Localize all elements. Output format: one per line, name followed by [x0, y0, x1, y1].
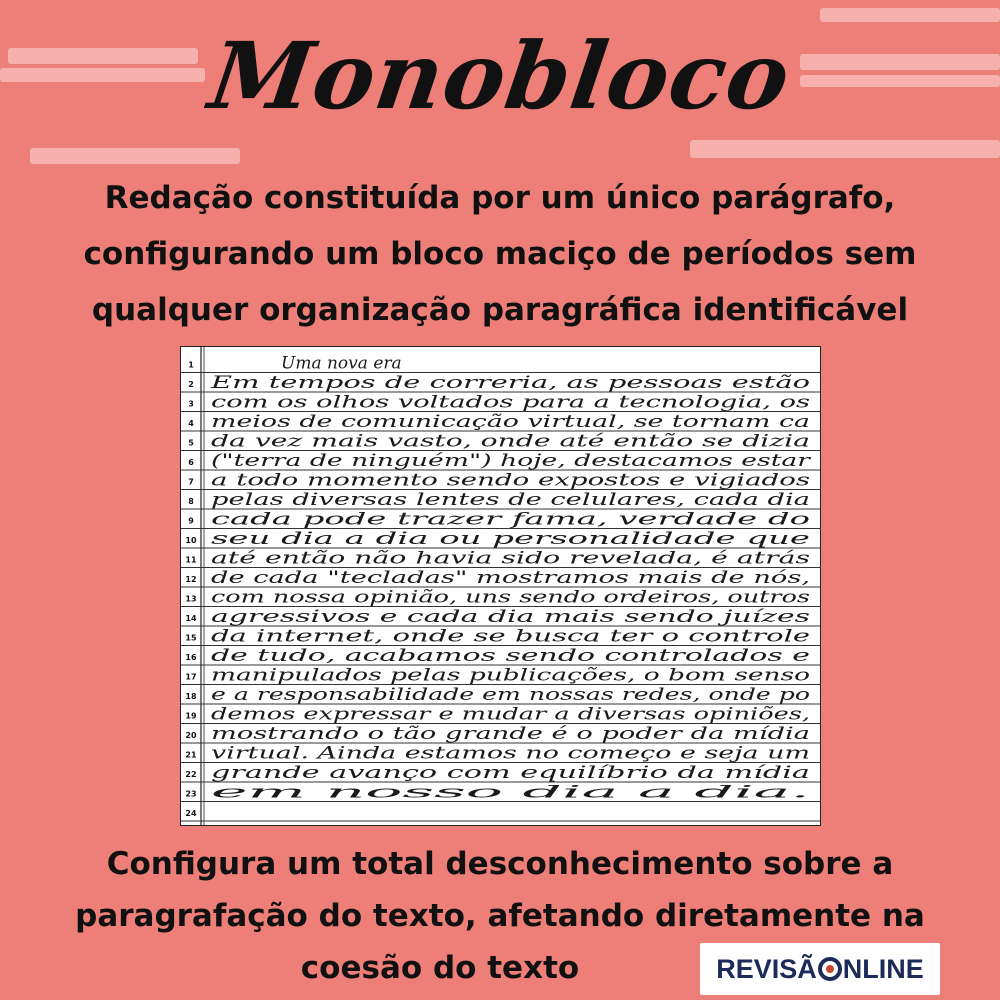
line-number: 2: [188, 380, 194, 389]
handwritten-line: até então não havia sido revelada, é atrás: [211, 548, 811, 569]
handwritten-line: grande avanço com equilíbrio da mídia: [211, 763, 810, 783]
handwritten-line: com os olhos voltados para a tecnologia, os: [211, 392, 811, 413]
line-number: 7: [188, 477, 194, 487]
line-number: 21: [185, 750, 197, 760]
handwritten-line: cada pode trazer fama, verdade do: [211, 509, 810, 530]
handwritten-line: com nossa opinião, uns sendo ordeiros, outros: [211, 587, 811, 608]
essay-lines: [181, 347, 820, 825]
line-number: 14: [185, 614, 197, 623]
handwritten-line: Uma nova era: [281, 353, 402, 374]
line-number: 5: [188, 438, 194, 448]
line-number: 8: [188, 497, 194, 506]
handwritten-line: manipulados pelas publicações, o bom senso: [211, 665, 810, 686]
handwritten-line: de cada "tecladas" mostramos mais de nós,: [211, 568, 810, 588]
brush-stroke: [30, 148, 240, 164]
outro-line: paragrafação do texto, afetando diretamente na: [75, 898, 925, 934]
handwritten-line: meios de comunicação virtual, se tornam ca: [211, 412, 810, 432]
handwritten-line: pelas diversas lentes de celulares, cada dia: [211, 490, 810, 510]
handwritten-line: mostrando o tão grande é o poder da mídia: [211, 724, 810, 744]
logo-text-start: REVISÃ: [716, 953, 817, 984]
outro-line: Configura um total desconhecimento sobre a: [106, 846, 894, 882]
line-number: 24: [185, 809, 197, 818]
handwritten-line: ("terra de ninguém") hoje, destacamos estar: [211, 451, 812, 471]
intro-line: qualquer organização paragráfica identificável: [91, 292, 909, 328]
line-number: 18: [185, 692, 197, 701]
handwritten-line: e a responsabilidade em nossas redes, onde po: [211, 685, 810, 705]
handwritten-essay-sheet: [180, 346, 821, 826]
line-number: 16: [185, 653, 197, 662]
brush-stroke: [820, 8, 1000, 22]
handwritten-line: agressivos e cada dia mais sendo juízes: [211, 607, 811, 627]
line-number: 17: [185, 672, 197, 682]
handwritten-line: em nosso dia a dia.: [211, 782, 810, 803]
handwritten-line: da internet, onde se busca ter o controle: [211, 626, 810, 647]
line-number: 4: [188, 419, 194, 428]
line-number: 15: [185, 633, 197, 643]
brush-stroke: [690, 140, 1000, 158]
intro-text: [20, 170, 980, 338]
handwritten-line: de tudo, acabamos sendo controlados e: [211, 646, 810, 666]
line-number: 6: [188, 458, 194, 467]
line-number: 19: [185, 711, 197, 721]
handwritten-line: a todo momento sendo expostos e vigiados: [211, 470, 811, 491]
line-number: 20: [185, 731, 197, 740]
line-number: 22: [185, 770, 197, 779]
handwritten-line: demos expressar e mudar a diversas opiniões,: [211, 704, 810, 725]
line-number: 10: [185, 536, 197, 545]
revisaonline-logo: [700, 943, 940, 995]
handwritten-line: virtual. Ainda estamos no começo e seja um: [211, 743, 810, 764]
line-number: 13: [185, 594, 197, 604]
line-number: 23: [185, 789, 197, 799]
page-title: Monobloco: [203, 22, 797, 130]
handwritten-line: seu dia a dia ou personalidade que: [211, 529, 810, 549]
line-number: 1: [188, 360, 194, 370]
line-number: 12: [185, 575, 197, 584]
intro-line: configurando um bloco maciço de períodos sem: [83, 236, 917, 272]
logo-text-end: NLINE: [842, 953, 924, 984]
intro-line: Redação constituída por um único parágrafo,: [104, 180, 896, 216]
line-number: 9: [188, 516, 194, 526]
logo-o-icon: [818, 957, 842, 981]
handwritten-line: Em tempos de correria, as pessoas estão: [209, 373, 811, 393]
line-number: 11: [185, 555, 197, 565]
outro-line: coesão do texto: [300, 950, 580, 986]
handwritten-line: da vez mais vasto, onde até então se dizia: [211, 431, 810, 452]
line-number: 3: [188, 399, 194, 409]
